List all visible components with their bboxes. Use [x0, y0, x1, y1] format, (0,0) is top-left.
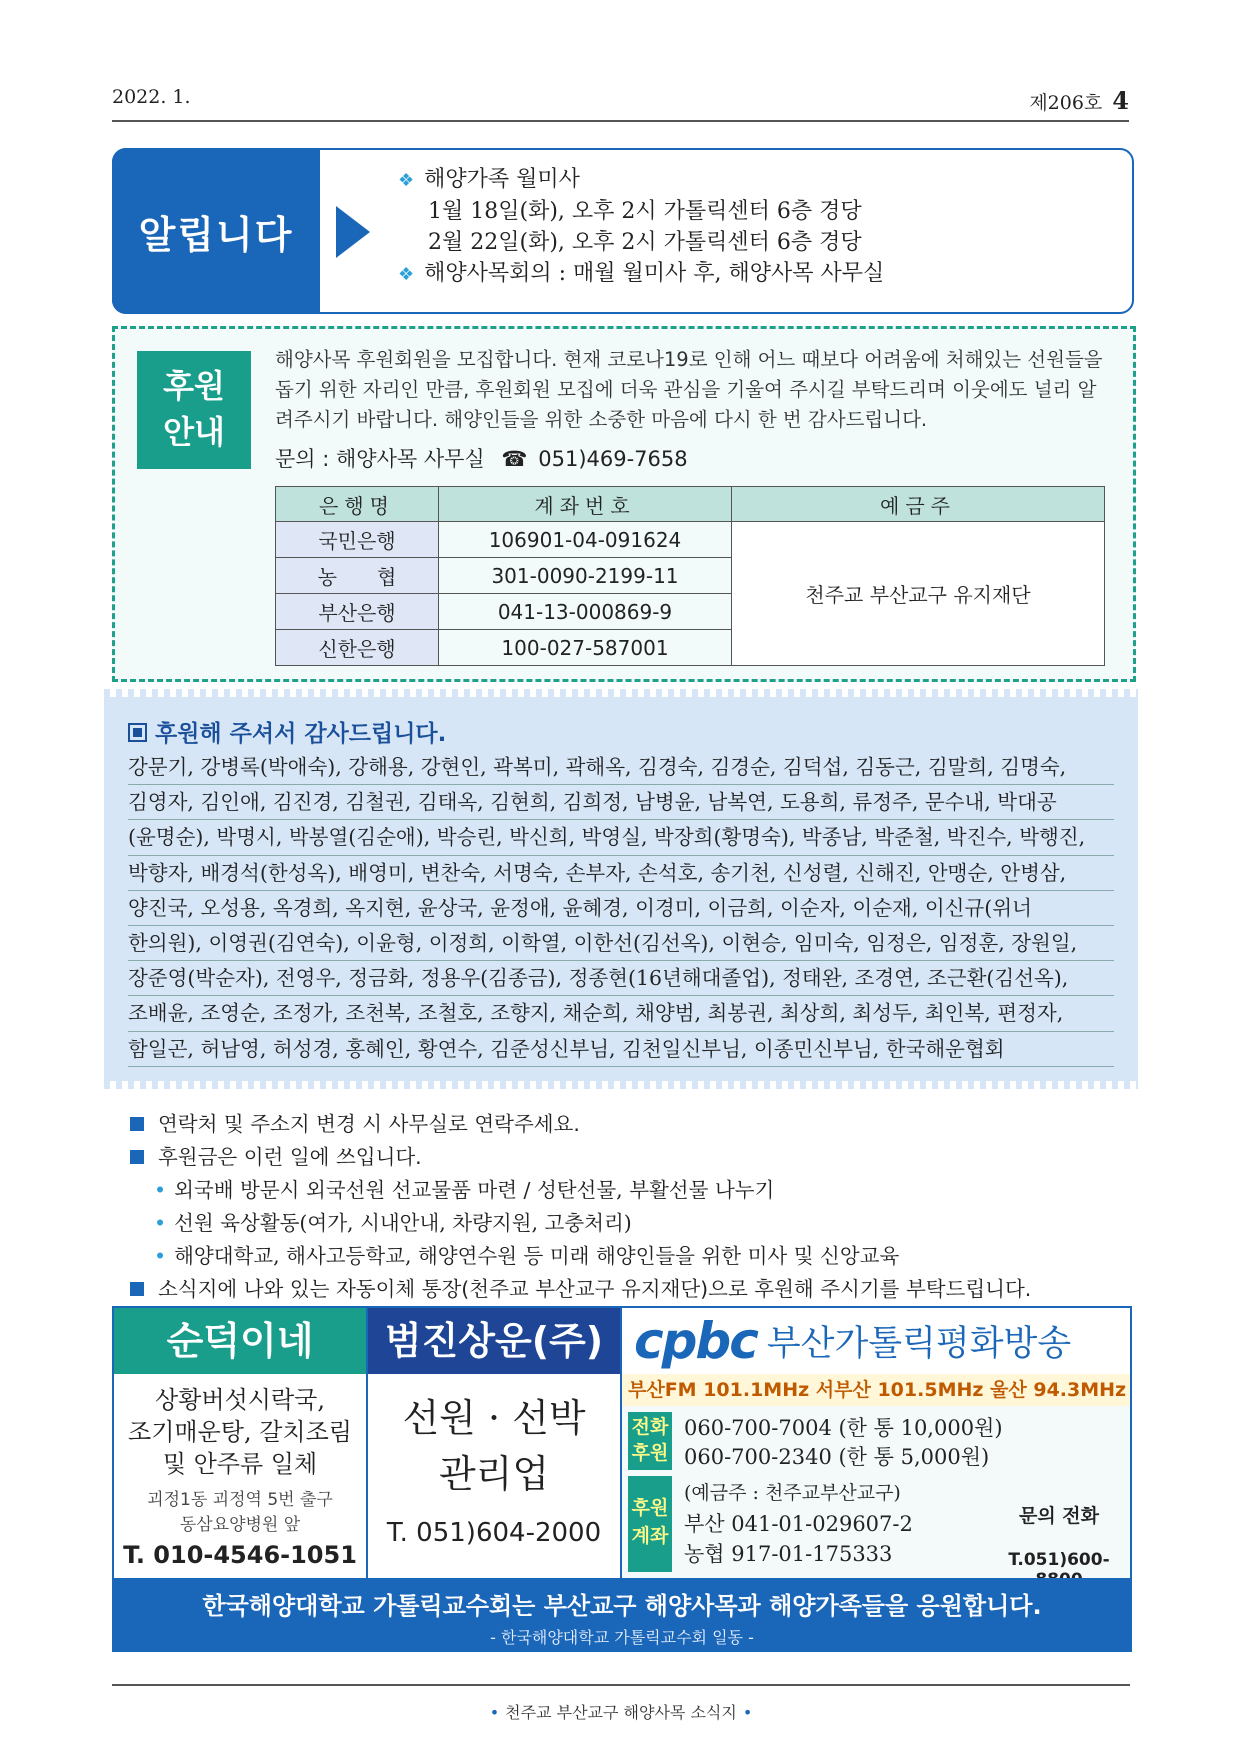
donor-line: 양진국, 오성용, 옥경희, 옥지현, 윤상국, 윤정애, 윤혜경, 이경미, 이금희, 이순자, 이순재, 이신규(위너 — [128, 891, 1114, 926]
info-text: 후원금은 이런 일에 쓰입니다. — [158, 1145, 422, 1169]
inquiry-phone-block — [988, 1501, 1130, 1590]
dot-bullet-icon: • — [154, 1211, 167, 1235]
square-bullet-icon — [130, 1282, 144, 1296]
diamond-bullet-icon: ❖ — [398, 264, 415, 285]
square-bullet-icon — [130, 1150, 144, 1164]
donor-line: 박향자, 배경석(한성옥), 배영미, 변찬숙, 서명숙, 손부자, 손석호, 송기천, 신성렬, 신해진, 안맹순, 안병삼, — [128, 856, 1114, 891]
bank-account-table — [275, 486, 1105, 666]
info-item — [130, 1141, 1130, 1174]
notice-line — [398, 164, 884, 196]
zigzag-edge — [104, 1081, 1138, 1089]
issue-label: 제206호 — [1029, 92, 1103, 114]
bank-name: 부산은행 — [276, 594, 439, 630]
ad-address-line: 괴정1동 괴정역 5번 출구 — [147, 1490, 333, 1510]
cpbc-logo: cpbc — [634, 1312, 757, 1370]
sponsor-paragraph: 해양사목 후원회원을 모집합니다. 현재 코로나19로 인해 어느 때보다 어려움에 처해있는 선원들을 돕기 위한 자리인 만큼, 후원회원 모집에 더욱 관심을 기울여 주시길 부탁드리며 이웃에도 널리 알려주시기 바랍니다. 해양인들을 위한 소중한 마음에 다시 한 번 감사드립니다. — [275, 348, 1103, 431]
account-owner: (예금주 : 천주교부산교구) — [684, 1482, 901, 1504]
bank-name: 국민은행 — [276, 522, 439, 558]
notice-tag: 알립니다 — [112, 148, 320, 314]
ad-service — [368, 1390, 620, 1502]
cpbc-name: 부산가톨릭평화방송 — [766, 1324, 1072, 1364]
page-header — [112, 86, 1129, 122]
footer-text: 천주교 부산교구 해양사목 소식지 — [505, 1703, 737, 1722]
label-line: 계좌 — [631, 1525, 669, 1547]
bank-name: 신한은행 — [276, 630, 439, 666]
donor-line: (윤명순), 박명시, 박봉열(김순애), 박승린, 박신희, 박영실, 박장희(황명숙), 박종남, 박준철, 박진수, 박행진, — [128, 820, 1114, 855]
donor-line: 강문기, 강병록(박애숙), 강해용, 강현인, 곽복미, 곽해옥, 김경숙, 김경순, 김덕섭, 김동근, 김말희, 김명숙, — [128, 750, 1114, 785]
ad-sundeok — [114, 1308, 368, 1580]
thanks-box — [104, 693, 1138, 1085]
donor-line: 한의원), 이영권(김연숙), 이윤형, 이정희, 이학열, 이한선(김선옥), 이현승, 임미숙, 임정은, 임정훈, 장원일, — [128, 926, 1114, 961]
label-line: 후원 — [631, 1497, 669, 1519]
ad-cpbc — [622, 1308, 1130, 1580]
inquiry-label: 문의 : 해양사목 사무실 — [275, 447, 485, 471]
ad-menu — [114, 1384, 366, 1480]
cpbc-frequencies: 부산FM 101.1MHz 서부산 101.5MHz 울산 94.3MHz — [622, 1374, 1130, 1406]
dot-bullet-icon: • — [154, 1244, 167, 1268]
bank-name: 농 협 — [276, 558, 439, 594]
donor-line: 장준영(박순자), 전영우, 정금화, 정용우(김종금), 정종현(16년해대졸업), 정태완, 조경연, 조근환(김선옥), — [128, 961, 1114, 996]
notice-line: 2월 22일(화), 오후 2시 가톨릭센터 6층 경당 — [428, 230, 862, 255]
phone-icon: ☎ — [501, 447, 528, 471]
table-row — [276, 522, 1105, 558]
ad-phone: T. 010-4546-1051 — [123, 1541, 357, 1569]
info-item — [130, 1108, 1130, 1141]
notice-lines — [398, 164, 884, 290]
account-support-label — [628, 1476, 672, 1572]
arrow-right-icon — [336, 206, 370, 258]
column-header: 은행명 — [276, 487, 439, 522]
ad-menu-line: 상황버섯시락국, — [155, 1386, 325, 1414]
banner-signature: - 한국해양대학교 가톨릭교수회 일동 - — [490, 1628, 754, 1647]
account-busan: 부산 041-01-029607-2 — [684, 1512, 913, 1536]
info-subitem — [130, 1174, 1130, 1207]
page-number: 4 — [1112, 86, 1129, 115]
info-list — [130, 1108, 1130, 1306]
inquiry-title: 문의 전화 — [1018, 1505, 1100, 1527]
column-header: 계좌번호 — [439, 487, 732, 522]
dot-icon: • — [742, 1703, 753, 1722]
ad-phone: T. 051)604-2000 — [386, 1518, 602, 1548]
inquiry-phone: 051)469-7658 — [538, 447, 688, 471]
ad-beomjin — [368, 1308, 622, 1580]
cpbc-header — [622, 1308, 1130, 1374]
page-footer — [112, 1684, 1130, 1723]
notice-line-text: 해양가족 월미사 — [424, 167, 580, 192]
ad-title: 범진상운(주) — [368, 1308, 620, 1374]
account-nonghyup: 농협 917-01-175333 — [684, 1542, 893, 1566]
phone-support-2: 060-700-2340 (한 통 5,000원) — [684, 1445, 990, 1469]
sponsor-tag-line: 후원 — [163, 367, 225, 405]
ad-service-line: 선원 · 선박 — [402, 1396, 586, 1440]
diamond-bullet-icon: ❖ — [398, 170, 415, 191]
info-subtext: 해양대학교, 해사고등학교, 해양연수원 등 미래 해양인들을 위한 미사 및 신앙교육 — [174, 1244, 900, 1268]
ad-menu-line: 및 안주류 일체 — [162, 1450, 318, 1478]
thanks-title — [128, 715, 446, 748]
ad-address-line: 동삼요양병원 앞 — [179, 1515, 301, 1535]
thanks-title-text: 후원해 주셔서 감사드립니다. — [155, 721, 447, 747]
square-bullet-icon — [130, 1117, 144, 1131]
account-number: 041-13-000869-9 — [439, 594, 732, 630]
donor-line: 김영자, 김인애, 김진경, 김철권, 김태옥, 김현희, 김희정, 남병윤, 남복연, 도용희, 류정주, 문수내, 박대공 — [128, 785, 1114, 820]
donor-line: 조배윤, 조영순, 조정가, 조천복, 조철호, 조향지, 채순희, 채양범, 최봉권, 최상희, 최성두, 최인복, 편정자, — [128, 996, 1114, 1031]
ad-address — [114, 1488, 366, 1538]
info-subitem — [130, 1207, 1130, 1240]
dot-icon: • — [489, 1703, 500, 1722]
banner-message: 한국해양대학교 가톨릭교수회는 부산교구 해양사목과 해양가족들을 응원합니다. — [202, 1592, 1042, 1620]
info-subtext: 외국배 방문시 외국선원 선교물품 마련 / 성탄선물, 부활선물 나누기 — [174, 1178, 775, 1202]
issue-date: 2022. 1. — [112, 86, 191, 108]
info-text: 연락처 및 주소지 변경 시 사무실로 연락주세요. — [158, 1112, 580, 1136]
notice-line: 1월 18일(화), 오후 2시 가톨릭센터 6층 경당 — [428, 199, 862, 224]
label-line: 전화 — [631, 1416, 669, 1438]
bottom-banner — [112, 1578, 1132, 1652]
info-subitem — [130, 1240, 1130, 1273]
sponsor-tag-line: 안내 — [163, 413, 225, 451]
donor-line: 함일곤, 허남영, 허성경, 홍혜인, 황연수, 김준성신부님, 김천일신부님, 이종민신부님, 한국해운협회 — [128, 1032, 1114, 1067]
sponsor-inquiry — [275, 443, 688, 473]
table-header-row — [276, 487, 1105, 522]
column-header: 예금주 — [732, 487, 1105, 522]
sponsor-tag — [137, 351, 251, 469]
notice-line — [398, 258, 884, 290]
info-text: 소식지에 나와 있는 자동이체 통장(천주교 부산교구 유지재단)으로 후원해 주시기를 부탁드립니다. — [158, 1277, 1032, 1301]
notice-box — [112, 148, 1134, 314]
phone-support-1: 060-700-7004 (한 통 10,000원) — [684, 1416, 1003, 1440]
inquiry-phone: T.051)600- — [1008, 1550, 1110, 1570]
sponsor-box — [112, 326, 1136, 682]
phone-support-label — [628, 1412, 672, 1470]
square-bullet-icon — [128, 723, 147, 742]
account-number: 100-027-587001 — [439, 630, 732, 666]
issue-number — [1029, 86, 1129, 115]
label-line: 후원 — [631, 1442, 669, 1464]
account-number: 106901-04-091624 — [439, 522, 732, 558]
ad-service-line: 관리업 — [438, 1452, 550, 1496]
info-subtext: 선원 육상활동(여가, 시내안내, 차량지원, 고충처리) — [174, 1211, 632, 1235]
zigzag-edge — [104, 689, 1138, 697]
dot-bullet-icon: • — [154, 1178, 167, 1202]
account-owner: 천주교 부산교구 유지재단 — [732, 522, 1105, 666]
ads-area — [112, 1306, 1132, 1582]
account-number: 301-0090-2199-11 — [439, 558, 732, 594]
donor-list — [128, 750, 1114, 1067]
info-item — [130, 1273, 1130, 1306]
notice-line-text: 해양사목회의 : 매월 월미사 후, 해양사목 사무실 — [424, 261, 885, 286]
ad-title: 순덕이네 — [114, 1308, 366, 1374]
ad-menu-line: 조기매운탕, 갈치조림 — [128, 1418, 352, 1446]
